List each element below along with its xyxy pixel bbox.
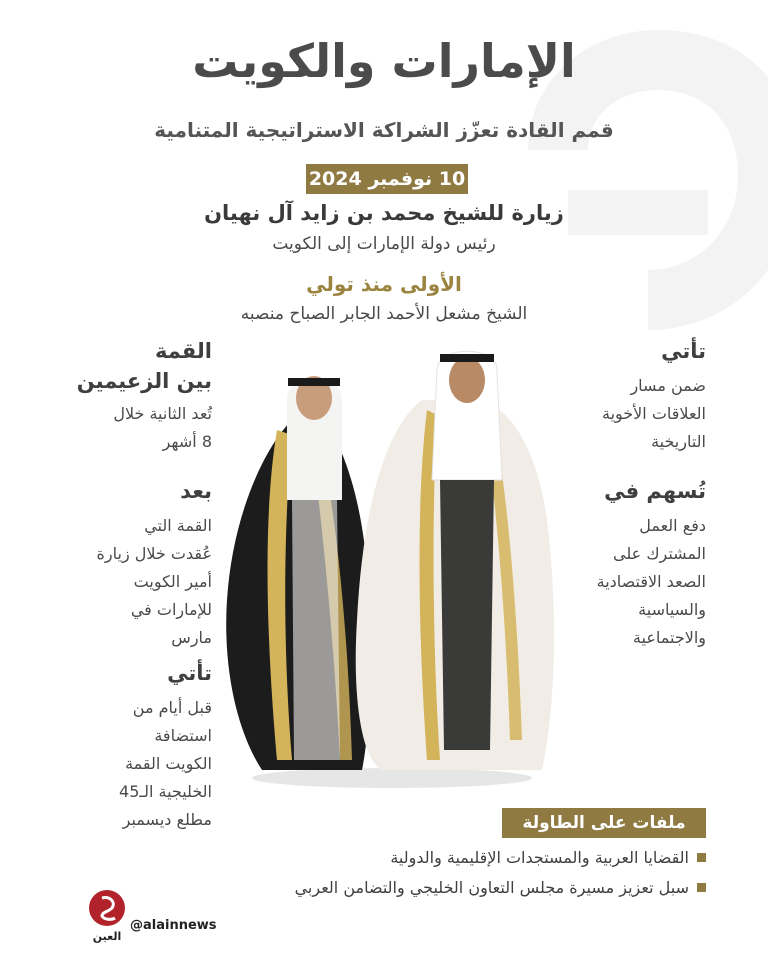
page-title: الإمارات والكويت [192,34,576,88]
block-line: الخليجية الـ45 [119,782,212,801]
left-block-after [62,476,212,652]
left-figure [226,376,370,770]
right-figure [356,351,554,770]
page-subtitle: قمم القادة تعزّز الشراكة الاستراتيجية المتنامية [154,118,614,142]
block-line: الكويت القمة [125,754,212,773]
file-item-text: القضايا العربية والمستجدات الإقليمية والدولية [390,848,689,867]
block-heading: تأتي [661,339,706,363]
block-line: دفع العمل [639,516,706,535]
right-block-contribute [597,476,706,652]
block-line: 8 أشهر [162,432,212,451]
date-badge: 10 نوفمبر 2024 [306,164,468,194]
block-line: مارس [171,628,212,647]
block-line: التاريخية [651,432,706,451]
visit-line: زيارة للشيخ محمد بن زايد آل نهيان [204,201,564,225]
block-heading-2: بين الزعيمين [76,369,212,393]
block-line: والسياسية [638,600,706,619]
block-heading: تأتي [167,661,212,685]
alain-logo-icon [82,886,132,946]
block-line: العلاقات الأخوية [601,404,706,423]
block-line: للإمارات في [130,600,212,619]
block-line: ضمن مسار [630,376,706,395]
block-line: عُقدت خلال زيارة [96,544,212,563]
block-heading: تُسهم في [604,479,706,503]
block-line: مطلع ديسمبر [122,810,212,829]
file-item [390,848,706,867]
files-badge: ملفات على الطاولة [502,808,706,838]
first-since-line: الأولى منذ تولي [306,272,462,296]
block-line: قبل أيام من [132,698,212,717]
first-since-subline: الشيخ مشعل الأحمد الجابر الصباح منصبه [240,304,528,324]
block-line: تُعد الثانية خلال [113,404,212,423]
leaders-photo [222,340,562,790]
block-heading: بعد [180,479,212,503]
block-line: القمة التي [144,516,212,535]
file-item-text: سبل تعزيز مسيرة مجلس التعاون الخليجي والتضامن العربي [294,878,689,897]
right-block-come [602,336,706,456]
block-line: استضافة [154,726,212,745]
file-item [295,878,706,897]
bullet-square-icon [697,883,706,892]
block-line: والاجتماعية [632,628,706,647]
left-block-before [62,658,212,834]
block-line: أمير الكويت [133,572,212,591]
brand-text: العين [92,930,122,943]
social-handle[interactable]: @alainnews [130,918,217,933]
block-line: الصعد الاقتصادية [596,572,706,591]
visit-subline: رئيس دولة الإمارات إلى الكويت [272,234,496,254]
left-block-summit [62,336,212,456]
block-heading: القمة [154,339,212,363]
block-line: المشترك على [613,544,706,563]
bullet-square-icon [697,853,706,862]
